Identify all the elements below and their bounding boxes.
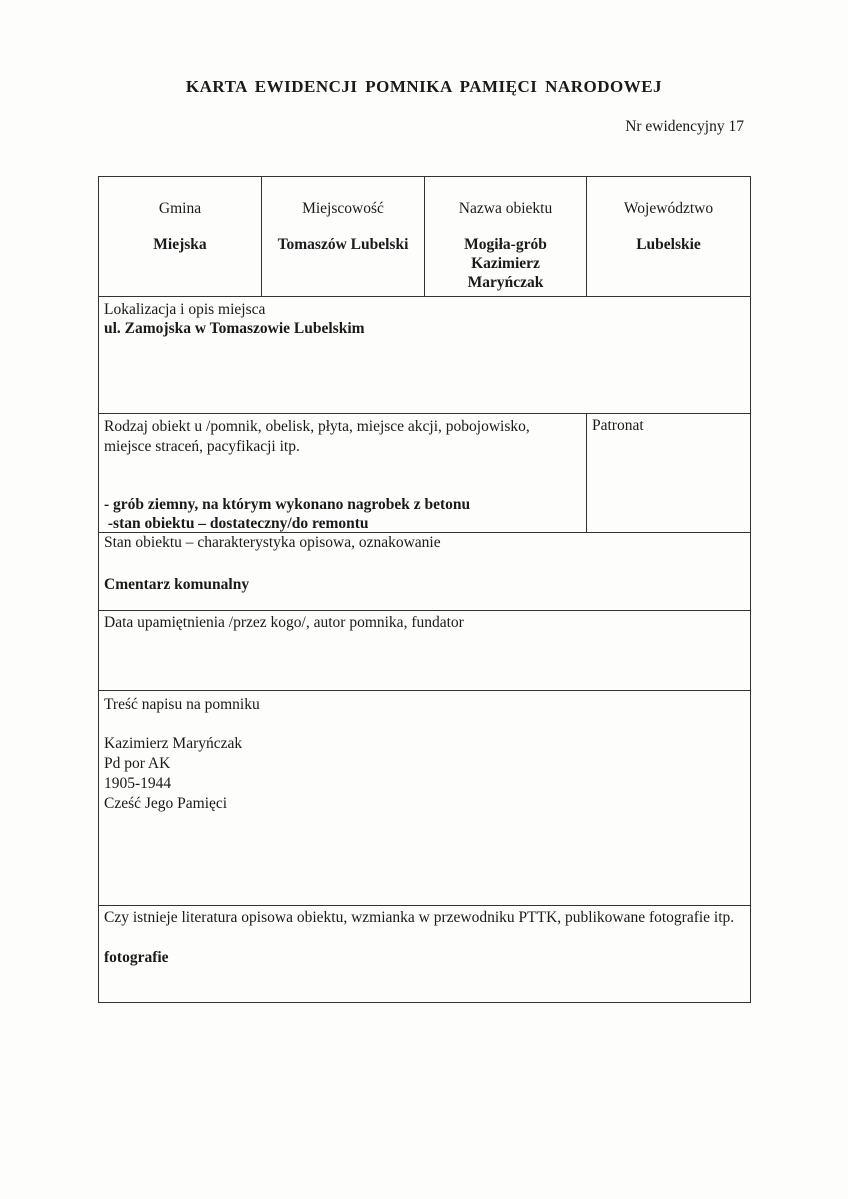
literatura-label: Czy istnieje literatura opisowa obiektu, wzmianka w przewodniku PTTK, publikowane fotografie itp.	[104, 909, 735, 926]
wojewodztwo-value: Lubelskie	[636, 236, 701, 253]
lokalizacja-value: ul. Zamojska w Tomaszowie Lubelskim	[104, 320, 365, 337]
tresc-inscription: Kazimierz Maryńczak Pd por AK 1905-1944 Cześć Jego Pamięci	[104, 735, 243, 812]
lokalizacja-label: Lokalizacja i opis miejsca	[104, 301, 266, 318]
wojewodztwo-label: Województwo	[623, 200, 714, 217]
stan-value: Cmentarz komunalny	[104, 576, 250, 593]
stan-section	[99, 533, 750, 611]
rodzaj-label: Rodzaj obiekt u /pomnik, obelisk, płyta, miejsce akcji, pobojowisko, miejsce straceń, pacyfikacji itp.	[104, 418, 530, 455]
nazwa-obiektu-label: Nazwa obiektu	[458, 200, 553, 217]
lokalizacja-section	[99, 297, 750, 414]
patronat-label: Patronat	[592, 417, 644, 434]
data-upamietnienia-label: Data upamiętnienia /przez kogo/, autor pomnika, fundator	[104, 614, 464, 631]
literatura-value: fotografie	[104, 949, 169, 966]
miejscowosc-value: Tomaszów Lubelski	[277, 236, 409, 253]
data-upamietnienia-section	[99, 611, 750, 691]
miejscowosc-label: Miejscowość	[302, 200, 384, 217]
rodzaj-section	[99, 414, 750, 533]
tresc-section	[99, 691, 750, 906]
patronat-cell	[586, 414, 750, 532]
literatura-section	[99, 906, 750, 1002]
record-card	[98, 176, 751, 1003]
registry-number: Nr ewidencyjny 17	[625, 118, 744, 135]
tresc-label: Treść napisu na pomniku	[104, 696, 260, 713]
header-row	[99, 177, 750, 297]
gmina-value: Miejska	[153, 236, 207, 253]
nazwa-obiektu-cell	[425, 177, 587, 296]
rodzaj-value-2: -stan obiektu – dostateczny/do remontu	[104, 515, 369, 532]
miejscowosc-cell	[262, 177, 425, 296]
document-title: KARTA EWIDENCJI POMNIKA PAMIĘCI NARODOWEJ	[185, 77, 663, 96]
nazwa-obiektu-value: Mogiła-grób Kazimierz Maryńczak	[464, 236, 547, 291]
stan-label: Stan obiektu – charakterystyka opisowa, oznakowanie	[104, 534, 441, 551]
gmina-cell	[99, 177, 262, 296]
gmina-label: Gmina	[158, 200, 202, 217]
wojewodztwo-cell	[587, 177, 750, 296]
rodzaj-value-1: - grób ziemny, na którym wykonano nagrobek z betonu	[104, 496, 471, 513]
